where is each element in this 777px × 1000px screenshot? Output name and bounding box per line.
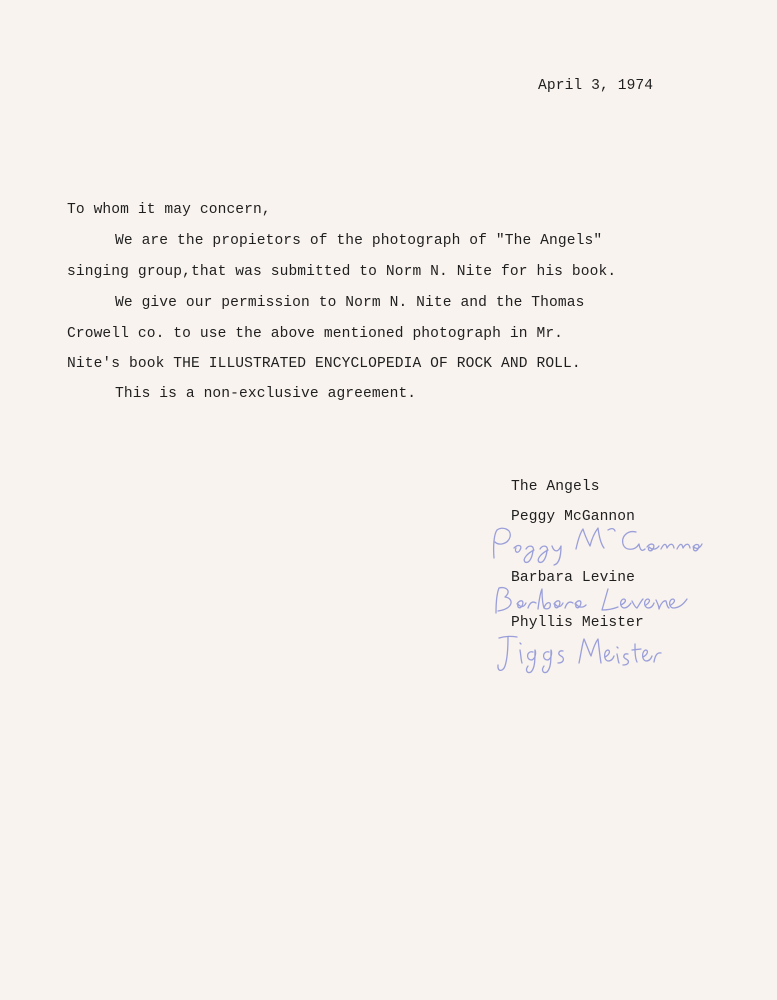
salutation: To whom it may concern, [67, 202, 271, 218]
body-line: We give our permission to Norm N. Nite and the Thomas [115, 295, 585, 311]
body-line: We are the propietors of the photograph of "The Angels" [115, 233, 603, 249]
group-name: The Angels [511, 479, 600, 495]
body-line: Crowell co. to use the above mentioned photograph in Mr. [67, 326, 564, 342]
body-line: singing group,that was submitted to Norm N. Nite for his book. [67, 264, 617, 280]
body-line: This is a non-exclusive agreement. [115, 386, 417, 402]
typed-name-phyllis: Phyllis Meister [511, 615, 644, 631]
letter-date: April 3, 1974 [538, 78, 654, 94]
typed-name-peggy: Peggy McGannon [511, 509, 636, 525]
signature-phyllis [493, 630, 678, 676]
signature-peggy [488, 522, 713, 570]
typed-name-barbara: Barbara Levine [511, 570, 636, 586]
body-line: Nite's book THE ILLUSTRATED ENCYCLOPEDIA OF ROCK AND ROLL. [67, 356, 581, 372]
